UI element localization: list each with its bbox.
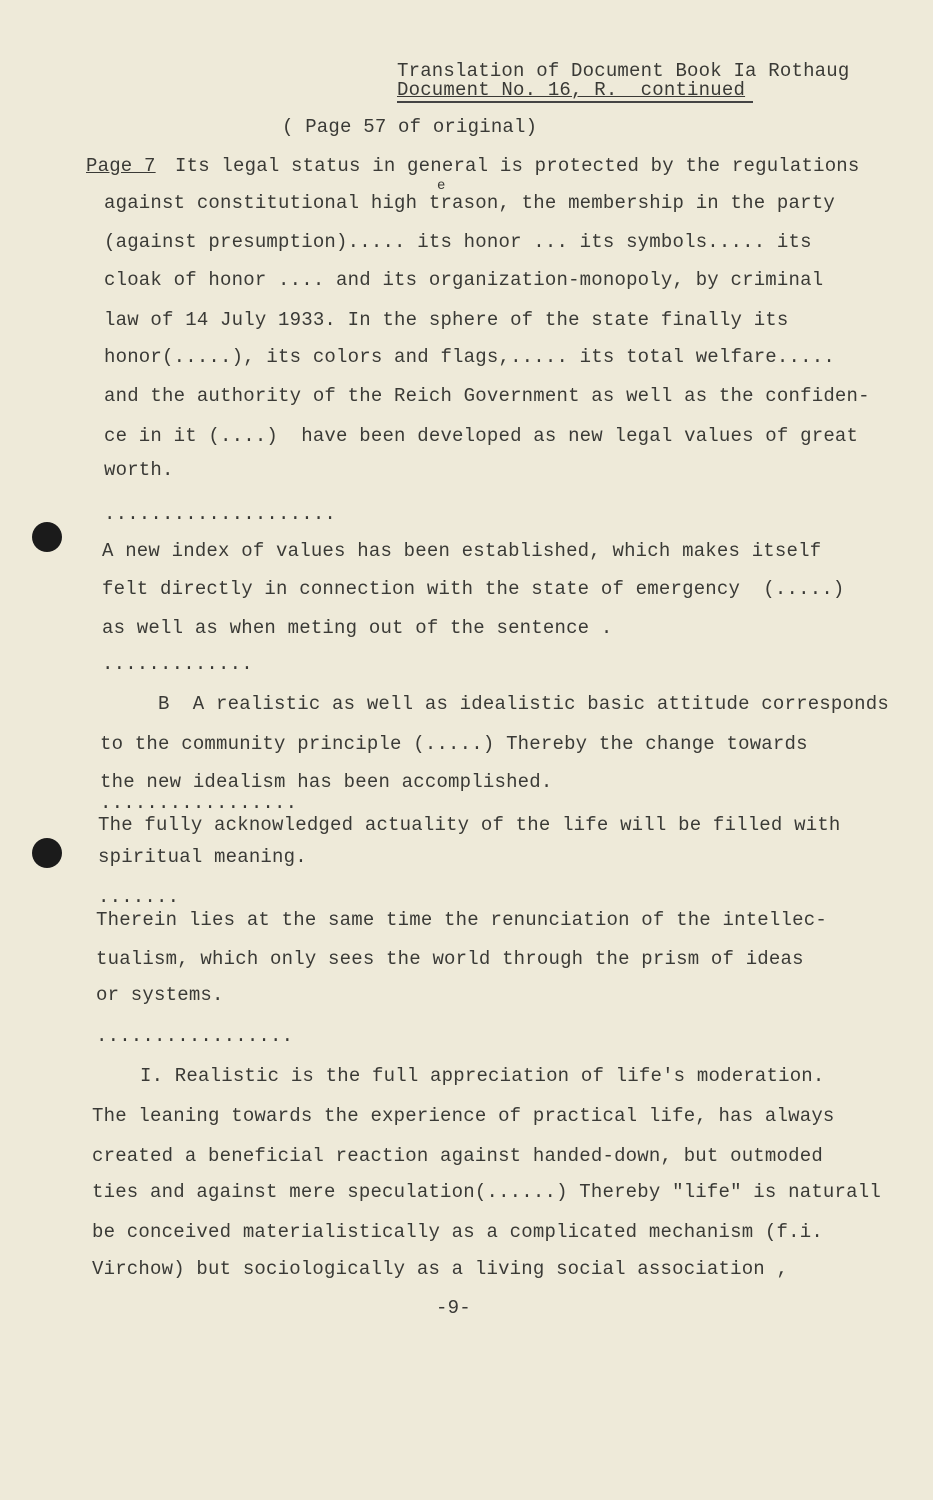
text-line: The fully acknowledged actuality of the life will be filled with bbox=[98, 814, 841, 836]
text-line: worth. bbox=[104, 459, 174, 481]
text-line: to the community principle (.....) Thereby the change towards bbox=[100, 733, 808, 755]
text-line: and the authority of the Reich Government as well as the confiden- bbox=[104, 385, 870, 407]
header-line-1: Translation of Document Book Ia Rothaug bbox=[397, 60, 850, 82]
text-line: created a beneficial reaction against handed-down, but outmoded bbox=[92, 1145, 823, 1167]
typed-correction: e bbox=[437, 178, 446, 194]
page-number: -9- bbox=[436, 1297, 471, 1319]
text-line: (against presumption)..... its honor ... its symbols..... its bbox=[104, 231, 812, 253]
text-line: ties and against mere speculation(......) Thereby "life" is naturall bbox=[92, 1181, 881, 1203]
ellipsis-divider: ................. bbox=[100, 792, 298, 814]
text-line: I. Realistic is the full appreciation of life's moderation. bbox=[140, 1065, 825, 1087]
text-line: felt directly in connection with the state of emergency (.....) bbox=[102, 578, 845, 600]
text-line: honor(.....), its colors and flags,..... its total welfare..... bbox=[104, 346, 835, 368]
original-page-reference: ( Page 57 of original) bbox=[282, 116, 538, 138]
text-line: spiritual meaning. bbox=[98, 846, 307, 868]
text-line: Virchow) but sociologically as a living social association , bbox=[92, 1258, 789, 1280]
text-line: as well as when meting out of the sentence . bbox=[102, 617, 613, 639]
page-marker: Page 7 bbox=[86, 155, 156, 177]
header-line-2 bbox=[397, 79, 753, 103]
header-document-number: Document No. 16, R. continued bbox=[397, 79, 746, 101]
text-line: be conceived materialistically as a complicated mechanism (f.i. bbox=[92, 1221, 823, 1243]
text-line: A new index of values has been established, which makes itself bbox=[102, 540, 822, 562]
text-line: ce in it (....) have been developed as new legal values of great bbox=[104, 425, 859, 447]
text-line: against constitutional high trason, the membership in the party bbox=[104, 192, 835, 214]
ellipsis-divider: ....... bbox=[98, 886, 180, 908]
text-line: or systems. bbox=[96, 984, 224, 1006]
text-line: cloak of honor .... and its organization-monopoly, by criminal bbox=[104, 269, 824, 291]
text-line: the new idealism has been accomplished. bbox=[100, 771, 553, 793]
ellipsis-divider: ............. bbox=[102, 653, 253, 675]
text-line: B A realistic as well as idealistic basic attitude corresponds bbox=[158, 693, 889, 715]
ellipsis-divider: .................... bbox=[104, 503, 337, 525]
text-line: tualism, which only sees the world through the prism of ideas bbox=[96, 948, 804, 970]
text-line: Its legal status in general is protected by the regulations bbox=[175, 155, 860, 177]
punch-hole bbox=[32, 522, 62, 552]
text-line: law of 14 July 1933. In the sphere of the state finally its bbox=[104, 309, 789, 331]
ellipsis-divider: ................. bbox=[96, 1025, 294, 1047]
text-line: Therein lies at the same time the renunciation of the intellec- bbox=[96, 909, 827, 931]
punch-hole bbox=[32, 838, 62, 868]
text-line: The leaning towards the experience of practical life, has always bbox=[92, 1105, 835, 1127]
